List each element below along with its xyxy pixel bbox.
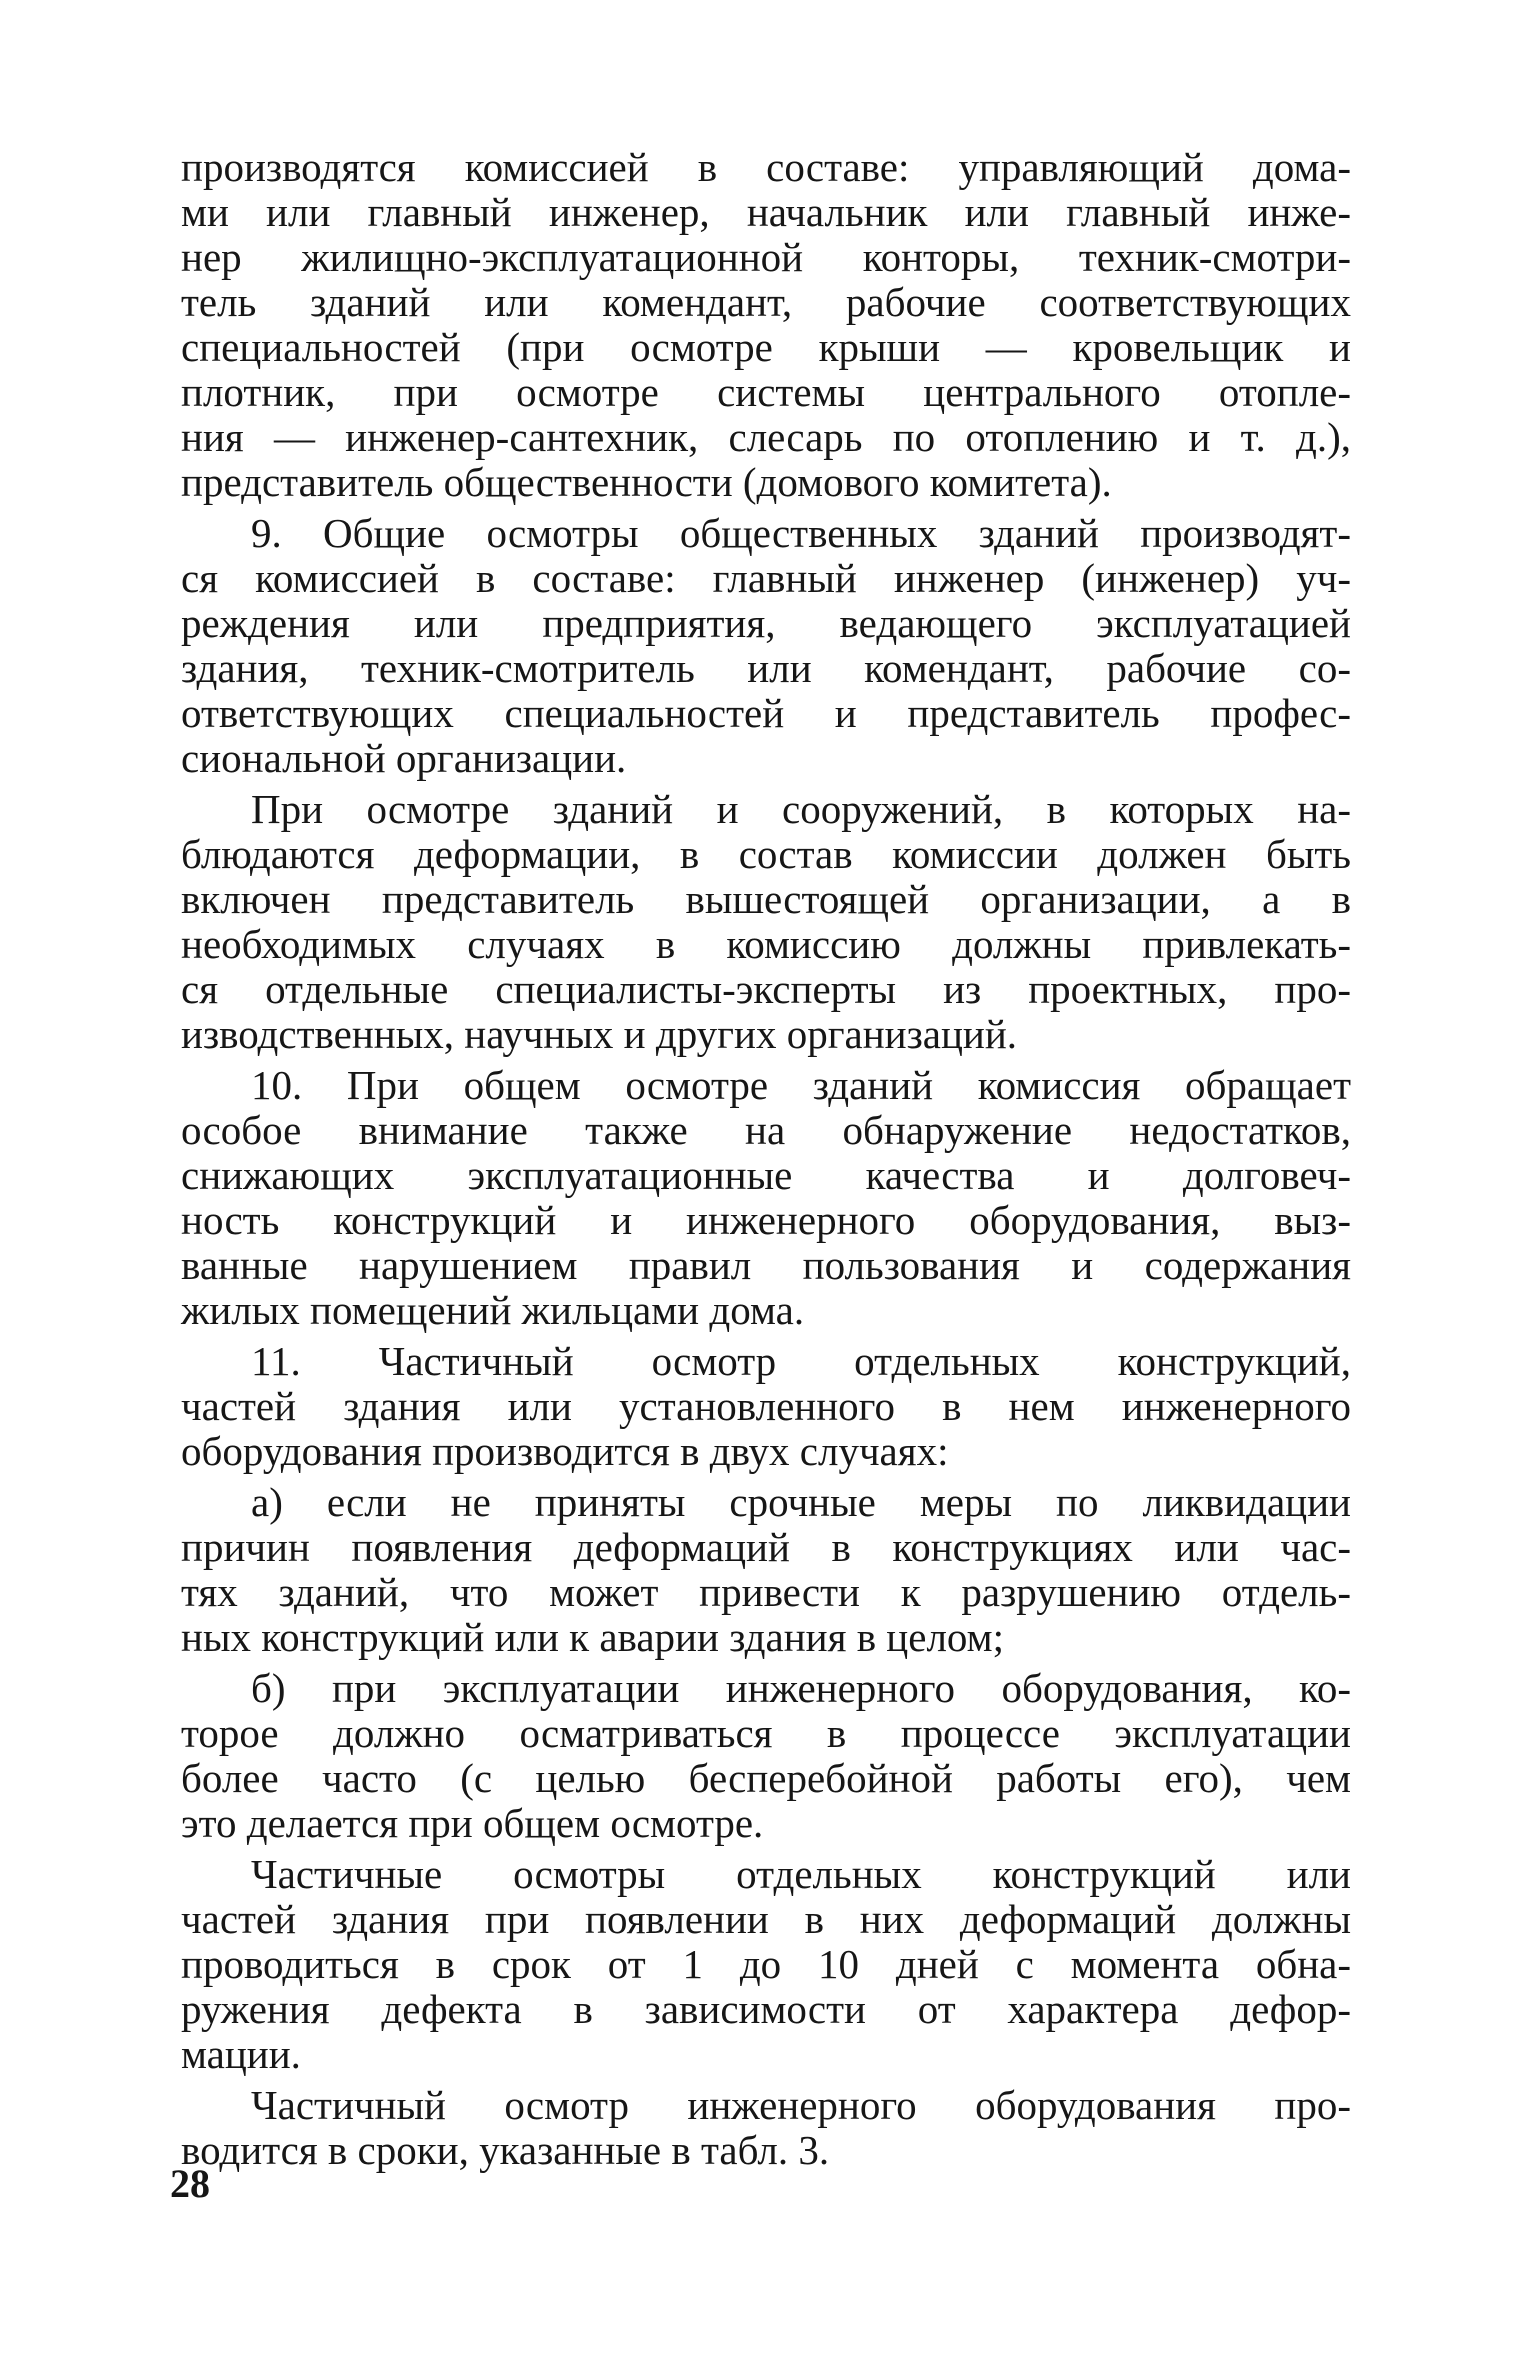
text-line: здания, техник-смотритель или комендант, рабочие со- [181, 645, 1351, 691]
text-line: оборудования производится в двух случаях: [181, 1428, 949, 1474]
text-line: ных конструкций или к аварии здания в целом; [181, 1614, 1004, 1660]
text-line: ния — инженер-сантехник, слесарь по отоплению и т. д.), [181, 414, 1351, 460]
text-line: ся отдельные специалисты-эксперты из проектных, про- [181, 966, 1351, 1012]
text-line: особое внимание также на обнаружение недостатков, [181, 1107, 1351, 1153]
text-line: сиональной организации. [181, 735, 627, 781]
text-line: водится в сроки, указанные в табл. 3. [181, 2127, 830, 2173]
text-line: При осмотре зданий и сооружений, в которых на- [251, 786, 1351, 832]
text-line: тель зданий или комендант, рабочие соответствующих [181, 279, 1351, 325]
text-line: производятся комиссией в составе: управляющий дома- [181, 144, 1351, 190]
paragraph-p6 [181, 1480, 1351, 1660]
text-line: ми или главный инженер, начальник или главный инже- [181, 189, 1351, 235]
text-line: представитель общественности (домового комитета). [181, 459, 1112, 505]
paragraph-p8 [181, 1852, 1351, 2077]
text-line: это делается при общем осмотре. [181, 1800, 764, 1846]
text-line: ность конструкций и инженерного оборудования, выз- [181, 1197, 1351, 1243]
paragraph-p2 [181, 511, 1351, 781]
text-line: включен представитель вышестоящей организации, а в [181, 876, 1351, 922]
text-line: снижающих эксплуатационные качества и долговеч- [181, 1152, 1351, 1198]
paragraph-p4 [181, 1063, 1351, 1333]
text-line: ся комиссией в составе: главный инженер (инженер) уч- [181, 555, 1351, 601]
text-line: блюдаются деформации, в состав комиссии должен быть [181, 831, 1351, 877]
text-line: тях зданий, что может привести к разрушению отдель- [181, 1569, 1351, 1615]
text-line: ружения дефекта в зависимости от характера дефор- [181, 1986, 1351, 2032]
paragraph-p5 [181, 1339, 1351, 1474]
page-body [181, 145, 1351, 2179]
text-line: специальностей (при осмотре крыши — кровельщик и [181, 324, 1351, 370]
text-line: изводственных, научных и других организаций. [181, 1011, 1018, 1057]
paragraph-p7 [181, 1666, 1351, 1846]
page-number: 28 [170, 2161, 210, 2206]
text-line: ванные нарушением правил пользования и содержания [181, 1242, 1351, 1288]
text-line: б) при эксплуатации инженерного оборудования, ко- [251, 1665, 1351, 1711]
text-line: Частичный осмотр инженерного оборудования про- [251, 2082, 1351, 2128]
text-line: 11. Частичный осмотр отдельных конструкций, [251, 1338, 1351, 1384]
text-line: а) если не приняты срочные меры по ликвидации [251, 1479, 1351, 1525]
text-line: плотник, при осмотре системы центрального отопле- [181, 369, 1351, 415]
text-line: 10. При общем осмотре зданий комиссия обращает [251, 1062, 1351, 1108]
paragraph-p3 [181, 787, 1351, 1057]
text-line: нер жилищно-эксплуатационной конторы, техник-смотри- [181, 234, 1351, 280]
text-line: ответствующих специальностей и представитель профес- [181, 690, 1351, 736]
paragraph-gap [181, 2173, 1351, 2179]
text-line: причин появления деформаций в конструкциях или час- [181, 1524, 1351, 1570]
text-line: торое должно осматриваться в процессе эксплуатации [181, 1710, 1351, 1756]
paragraph-p9 [181, 2083, 1351, 2173]
text-line: Частичные осмотры отдельных конструкций или [251, 1851, 1351, 1897]
text-line: реждения или предприятия, ведающего эксплуатацией [181, 600, 1351, 646]
text-line: необходимых случаях в комиссию должны привлекать- [181, 921, 1351, 967]
text-line: более часто (с целью бесперебойной работы его), чем [181, 1755, 1351, 1801]
text-line: мации. [181, 2031, 301, 2077]
text-line: проводиться в срок от 1 до 10 дней с момента обна- [181, 1941, 1351, 1987]
text-line: частей здания или установленного в нем инженерного [181, 1383, 1351, 1429]
text-line: 9. Общие осмотры общественных зданий производят- [251, 510, 1351, 556]
paragraph-p1 [181, 145, 1351, 505]
text-line: частей здания при появлении в них деформаций должны [181, 1896, 1351, 1942]
text-line: жилых помещений жильцами дома. [181, 1287, 805, 1333]
